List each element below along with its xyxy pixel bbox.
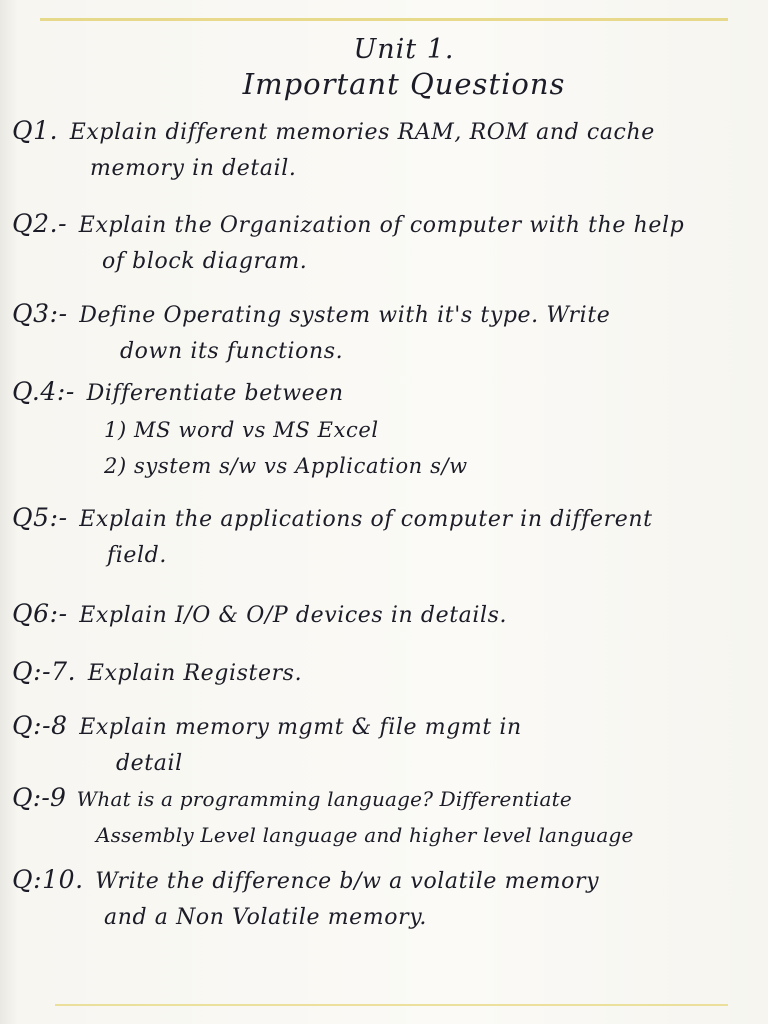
page-title: Important Questions (242, 67, 566, 101)
question-number: Q:10. (12, 865, 84, 894)
question-text-continued: Assembly Level language and higher level language (96, 823, 634, 847)
question-2 (12, 206, 754, 280)
question-1 (12, 113, 754, 187)
question-text: What is a programming language? Differentiate (76, 787, 572, 811)
question-text-continued: memory in detail. (90, 156, 297, 181)
question-text-continued: and a Non Volatile memory. (104, 905, 427, 930)
question-number: Q:-8 (12, 711, 68, 740)
question-9 (12, 780, 754, 853)
question-text-continued: down its functions. (120, 339, 344, 364)
question-text: Explain the applications of computer in different (79, 507, 653, 532)
question-text-continued: detail (116, 751, 183, 776)
question-number: Q3:- (12, 299, 68, 328)
page-top-edge (40, 18, 728, 21)
question-7 (12, 654, 754, 692)
question-number: Q:-9 (12, 783, 67, 812)
question-number: Q5:- (12, 503, 68, 532)
question-6 (12, 596, 754, 634)
question-3 (12, 296, 754, 370)
comparison-item: 1) MS word vs MS Excel (104, 418, 379, 442)
unit-heading: Unit 1. (353, 34, 455, 65)
question-number: Q.4:- (12, 377, 75, 406)
question-text: Explain Registers. (87, 661, 303, 686)
question-text-continued: of block diagram. (102, 249, 308, 274)
question-number: Q:-7. (12, 657, 77, 686)
question-text-continued: field. (107, 543, 167, 568)
question-number: Q6:- (12, 599, 68, 628)
question-text: Write the difference b/w a volatile memory (95, 869, 600, 894)
question-text: Explain different memories RAM, ROM and cache (69, 120, 655, 145)
question-5 (12, 500, 754, 574)
question-number: Q1. (12, 116, 59, 145)
question-text: Explain the Organization of computer with the help (78, 213, 685, 238)
question-8 (12, 708, 754, 782)
question-number: Q2.- (12, 209, 68, 238)
question-text: Explain memory mgmt & file mgmt in (79, 715, 522, 740)
question-4 (12, 374, 754, 484)
question-10 (12, 862, 754, 936)
page-bottom-edge (55, 1004, 728, 1006)
question-text: Explain I/O & O/P devices in details. (79, 603, 508, 628)
question-text: Define Operating system with it's type. Write (79, 303, 611, 328)
question-text: Differentiate between (86, 381, 344, 406)
page-header (0, 34, 768, 101)
comparison-item: 2) system s/w vs Application s/w (104, 454, 468, 478)
